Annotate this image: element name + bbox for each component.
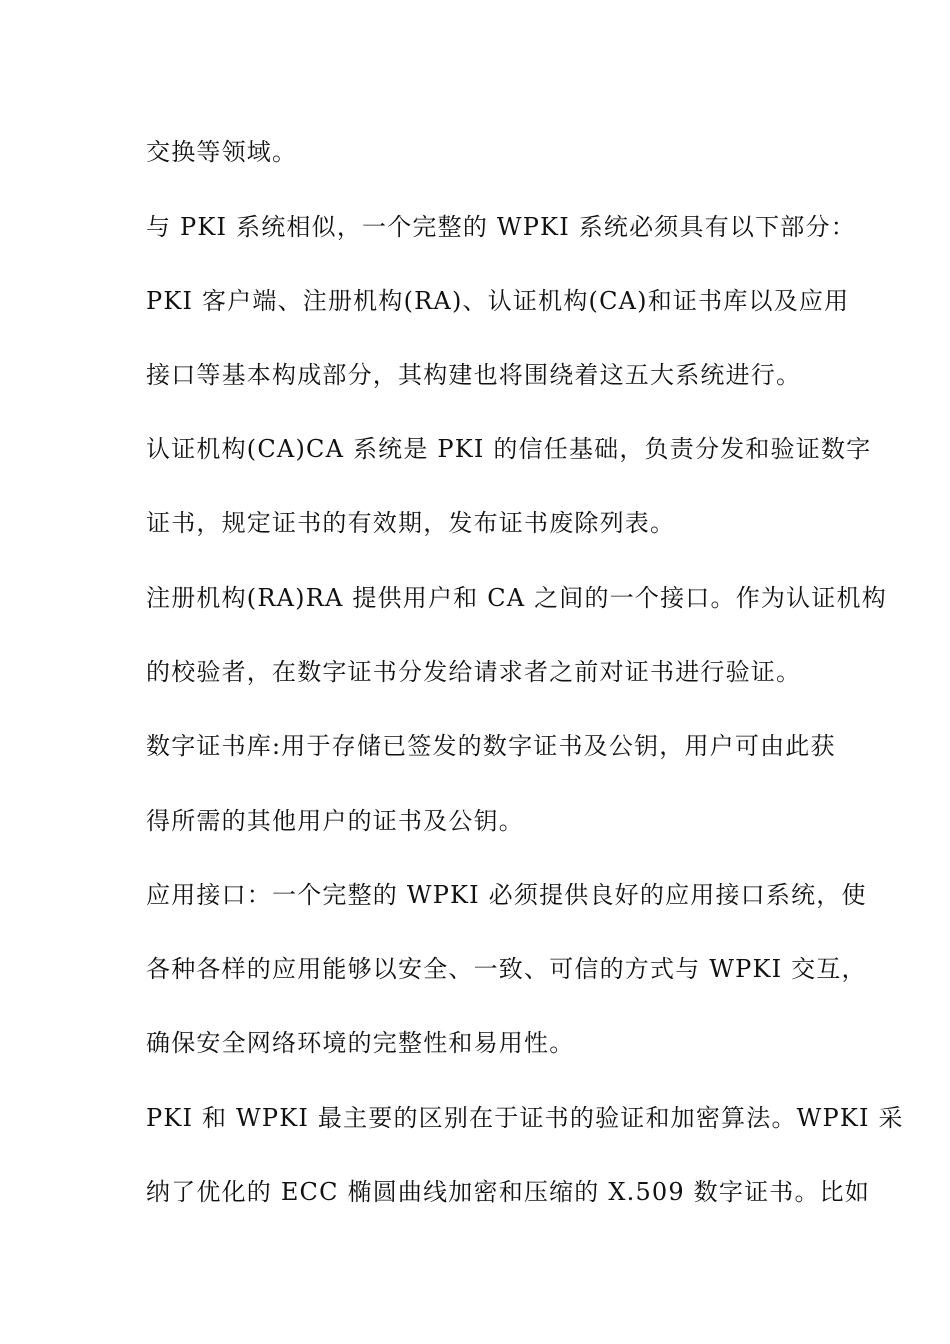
text-line: PKI 客户端、注册机构(RA)、认证机构(CA)和证书库以及应用 <box>146 287 850 315</box>
text-line: 注册机构(RA)RA 提供用户和 CA 之间的一个接口。作为认证机构 <box>146 584 887 612</box>
text-line: 得所需的其他用户的证书及公钥。 <box>146 807 524 835</box>
text-line: 数字证书库:用于存储已签发的数字证书及公钥，用户可由此获 <box>146 732 836 760</box>
text-line: 接口等基本构成部分，其构建也将围绕着这五大系统进行。 <box>146 361 802 389</box>
text-line: 与 PKI 系统相似，一个完整的 WPKI 系统必须具有以下部分： <box>146 213 856 241</box>
text-line: 认证机构(CA)CA 系统是 PKI 的信任基础，负责分发和验证数字 <box>146 435 872 463</box>
text-line: 确保安全网络环境的完整性和易用性。 <box>146 1029 575 1057</box>
text-line: 纳了优化的 ECC 椭圆曲线加密和压缩的 X.509 数字证书。比如 <box>146 1178 871 1206</box>
text-line: 应用接口：一个完整的 WPKI 必须提供良好的应用接口系统，使 <box>146 881 867 909</box>
text-line: 交换等领域。 <box>146 138 298 166</box>
text-line: 证书，规定证书的有效期，发布证书废除列表。 <box>146 509 676 537</box>
text-line: 各种各样的应用能够以安全、一致、可信的方式与 WPKI 交互， <box>146 955 867 983</box>
text-line: PKI 和 WPKI 最主要的区别在于证书的验证和加密算法。WPKI 采 <box>146 1104 904 1132</box>
text-line: 的校验者，在数字证书分发给请求者之前对证书进行验证。 <box>146 658 802 686</box>
